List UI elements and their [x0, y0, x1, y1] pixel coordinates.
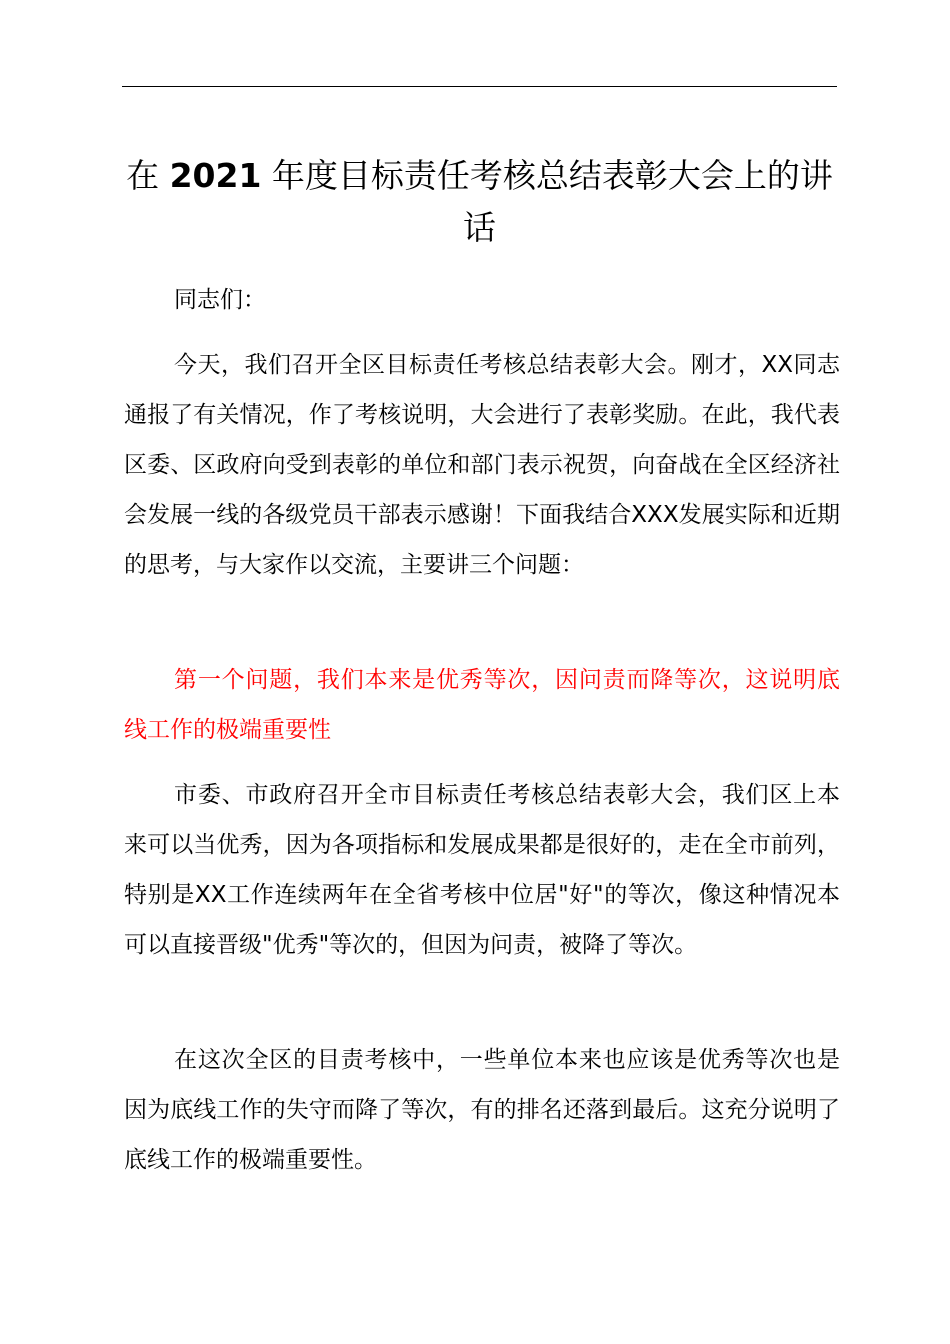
paragraph-body-1: 市委、市政府召开全市目标责任考核总结表彰大会，我们区上本来可以当优秀，因为各项指标和发展成果都是很好的，走在全市前列，特别是XX工作连续两年在全省考核中位居"好"的等次，像这种情况本可以直接晋级"优秀"等次的，但因为问责，被降了等次。: [124, 782, 840, 958]
header-rule: [122, 86, 837, 87]
title-suffix: 年度目标责任考核总结表彰大会上的讲话: [271, 156, 833, 247]
greeting: 同志们：: [174, 287, 266, 313]
title-year: 2021: [169, 156, 262, 195]
document-title: [112, 150, 847, 254]
section-heading-1: 第一个问题，我们本来是优秀等次，因问责而降等次，这说明底线工作的极端重要性: [124, 667, 840, 743]
paragraph-intro: 今天，我们召开全区目标责任考核总结表彰大会。刚才，XX同志通报了有关情况，作了考核说明，大会进行了表彰奖励。在此，我代表区委、区政府向受到表彰的单位和部门表示祝贺，向奋战在全区经济社会发展一线的各级党员干部表示感谢！下面我结合XXX发展实际和近期的思考，与大家作以交流，主要讲三个问题：: [124, 352, 840, 578]
paragraph-body-2: 在这次全区的目责考核中，一些单位本来也应该是优秀等次也是因为底线工作的失守而降了等次，有的排名还落到最后。这充分说明了底线工作的极端重要性。: [124, 1047, 840, 1173]
title-prefix: 在: [126, 156, 160, 195]
